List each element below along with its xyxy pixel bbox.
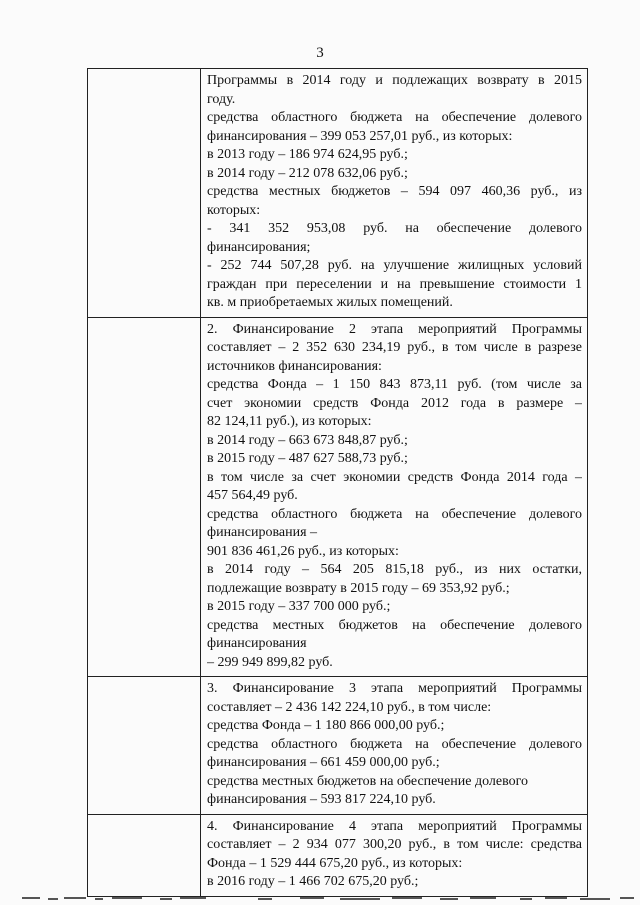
text-line: финансирования; bbox=[207, 239, 311, 255]
section-text bbox=[201, 815, 587, 896]
table-row bbox=[88, 677, 588, 815]
table-row bbox=[88, 69, 588, 318]
text-line: которых: bbox=[207, 202, 261, 218]
text-line: средства местных бюджетов на обеспечение долевого bbox=[207, 773, 529, 789]
text-line: 2. Финансирование 2 этапа мероприятий Программы bbox=[207, 321, 582, 337]
text-line: составляет – 2 352 630 234,19 руб., в том числе в разрезе bbox=[207, 340, 582, 355]
text-line: 901 836 461,26 руб., из которых: bbox=[207, 543, 399, 559]
scan-edge-artifacts bbox=[0, 894, 640, 905]
text-line: 82 124,11 руб.), из которых: bbox=[207, 414, 372, 429]
text-line: финансирования – 661 459 000,00 руб.; bbox=[207, 755, 440, 770]
section-text bbox=[201, 318, 587, 677]
text-line: 3. Финансирование 3 этапа мероприятий Программы bbox=[207, 681, 582, 696]
section-text-cell bbox=[201, 317, 588, 677]
text-line: кв. м приобретаемых жилых помещений. bbox=[207, 295, 453, 310]
text-line: – 299 949 899,82 руб. bbox=[207, 654, 333, 670]
text-line: источников финансирования: bbox=[207, 358, 382, 374]
text-line: - 341 352 953,08 руб. на обеспечение долевого bbox=[207, 221, 582, 236]
text-line: финансирования bbox=[207, 636, 307, 651]
text-line: в 2016 году – 1 466 702 675,20 руб.; bbox=[207, 874, 419, 889]
text-line: 4. Финансирование 4 этапа мероприятий Программы bbox=[207, 818, 582, 834]
text-line: в 2015 году – 337 700 000 руб.; bbox=[207, 599, 391, 614]
text-line: Программы в 2014 году и подлежащих возврату в 2015 bbox=[207, 73, 582, 88]
text-line: году. bbox=[207, 91, 236, 107]
text-line: счет экономии средств Фонда 2012 года в размере – bbox=[207, 395, 582, 411]
text-line: граждан при переселении и на превышение стоимости 1 bbox=[207, 276, 582, 292]
text-line: средства Фонда – 1 150 843 873,11 руб. (том числе за bbox=[207, 377, 582, 392]
text-line: в том числе за счет экономии средств Фонда 2014 года – bbox=[207, 469, 582, 485]
table-row bbox=[88, 814, 588, 896]
left-column-cell bbox=[88, 317, 201, 677]
section-text bbox=[201, 69, 587, 317]
left-column-cell bbox=[88, 814, 201, 896]
text-line: составляет – 2 934 077 300,20 руб., в том числе: средства bbox=[207, 837, 582, 852]
left-column-cell bbox=[88, 677, 201, 815]
table-row bbox=[88, 317, 588, 677]
text-line: составляет – 2 436 142 224,10 руб., в том числе: bbox=[207, 699, 492, 715]
text-line: финансирования – bbox=[207, 525, 318, 540]
section-text-cell bbox=[201, 814, 588, 896]
section-text bbox=[201, 677, 587, 814]
text-line: средства местных бюджетов на обеспечение долевого bbox=[207, 617, 582, 633]
text-line: 457 564,49 руб. bbox=[207, 488, 298, 503]
text-line: - 252 744 507,28 руб. на улучшение жилищных условий bbox=[207, 258, 582, 273]
text-line: средства Фонда – 1 180 866 000,00 руб.; bbox=[207, 718, 445, 733]
text-line: в 2014 году – 564 205 815,18 руб., из них остатки, bbox=[207, 562, 582, 577]
left-column-cell bbox=[88, 69, 201, 318]
financing-table bbox=[87, 68, 588, 897]
section-text-cell bbox=[201, 677, 588, 815]
text-line: подлежащие возврату в 2015 году – 69 353,92 руб.; bbox=[207, 580, 510, 596]
text-line: финансирования – 399 053 257,01 руб., из которых: bbox=[207, 128, 513, 144]
text-line: финансирования – 593 817 224,10 руб. bbox=[207, 792, 436, 807]
text-line: средства областного бюджета на обеспечение долевого bbox=[207, 110, 582, 125]
text-line: средства областного бюджета на обеспечение долевого bbox=[207, 506, 582, 522]
text-line: Фонда – 1 529 444 675,20 руб., из которых: bbox=[207, 855, 463, 871]
financing-table-body bbox=[88, 69, 588, 897]
text-line: в 2014 году – 663 673 848,87 руб.; bbox=[207, 432, 408, 448]
section-text-cell bbox=[201, 69, 588, 318]
page-number: 3 bbox=[316, 45, 324, 61]
text-line: в 2015 году – 487 627 588,73 руб.; bbox=[207, 451, 408, 466]
text-line: средства местных бюджетов – 594 097 460,36 руб., из bbox=[207, 184, 582, 199]
text-line: средства областного бюджета на обеспечение долевого bbox=[207, 736, 582, 752]
text-line: в 2013 году – 186 974 624,95 руб.; bbox=[207, 147, 408, 162]
text-line: в 2014 году – 212 078 632,06 руб.; bbox=[207, 165, 408, 181]
